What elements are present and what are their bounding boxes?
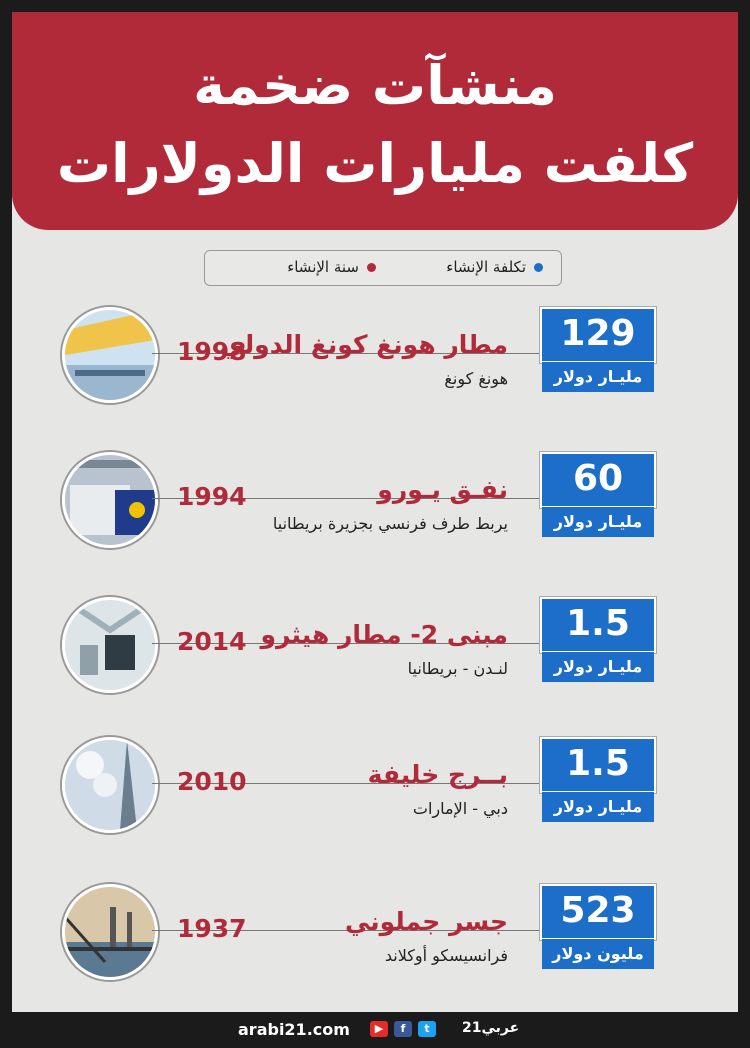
list-item — [12, 452, 738, 562]
year-label: 2014 — [177, 627, 247, 656]
structure-location: يربط طرف فرنسي بجزيرة بريطانيا — [272, 514, 508, 533]
blue-dot-icon — [534, 263, 543, 272]
list-item — [12, 884, 738, 994]
list-item — [12, 737, 738, 847]
year-label: 2010 — [177, 767, 247, 796]
structure-location: لنـدن - بريطانيا — [407, 659, 508, 678]
structure-name: مطار هونغ كونغ الدولي — [219, 330, 508, 359]
structure-name: مبنى 2- مطار هيثرو — [260, 620, 508, 649]
brand-logo: عربي21 — [462, 1020, 520, 1036]
legend — [204, 250, 562, 286]
twitter-icon[interactable]: t — [418, 1021, 436, 1037]
structure-location: فرانسيسكو أوكلاند — [384, 946, 508, 965]
red-dot-icon — [367, 263, 376, 272]
legend-cost — [446, 258, 543, 276]
title-line-1: منشآت ضخمة — [193, 54, 557, 117]
terminal-photo-icon — [62, 597, 158, 693]
train-photo-icon — [62, 452, 158, 548]
header-banner — [12, 12, 738, 230]
title-line-2: كلفت مليارات الدولارات — [56, 132, 694, 195]
cost-value: 1.5 — [540, 597, 656, 653]
legend-year — [287, 258, 376, 276]
cost-value: 129 — [540, 307, 656, 363]
legend-year-label: سنة الإنشاء — [287, 258, 359, 276]
list-item — [12, 307, 738, 417]
website-link[interactable]: arabi21.com — [238, 1020, 350, 1039]
cost-unit: مليـار دولار — [542, 792, 654, 822]
legend-cost-label: تكلفة الإنشاء — [446, 258, 526, 276]
structure-name: نفـق يـورو — [377, 475, 508, 504]
youtube-icon[interactable]: ▶ — [370, 1021, 388, 1037]
year-label: 1994 — [177, 482, 247, 511]
list-item — [12, 597, 738, 707]
cost-unit: مليون دولار — [542, 939, 654, 969]
structure-location: دبي - الإمارات — [412, 799, 508, 818]
cost-value: 523 — [540, 884, 656, 940]
year-label: 1937 — [177, 914, 247, 943]
structure-name: بــرج خليفة — [367, 760, 508, 789]
year-label: 1998 — [177, 337, 247, 366]
tower-photo-icon — [62, 737, 158, 833]
footer — [0, 1012, 750, 1048]
bridge-photo-icon — [62, 884, 158, 980]
infographic — [12, 12, 738, 1012]
airport-photo-icon — [62, 307, 158, 403]
cost-unit: مليـار دولار — [542, 507, 654, 537]
cost-value: 60 — [540, 452, 656, 508]
cost-unit: مليـار دولار — [542, 362, 654, 392]
structure-location: هونغ كونغ — [444, 369, 508, 388]
cost-unit: مليـار دولار — [542, 652, 654, 682]
structure-name: جسر جملوني — [344, 907, 508, 936]
cost-value: 1.5 — [540, 737, 656, 793]
facebook-icon[interactable]: f — [394, 1021, 412, 1037]
